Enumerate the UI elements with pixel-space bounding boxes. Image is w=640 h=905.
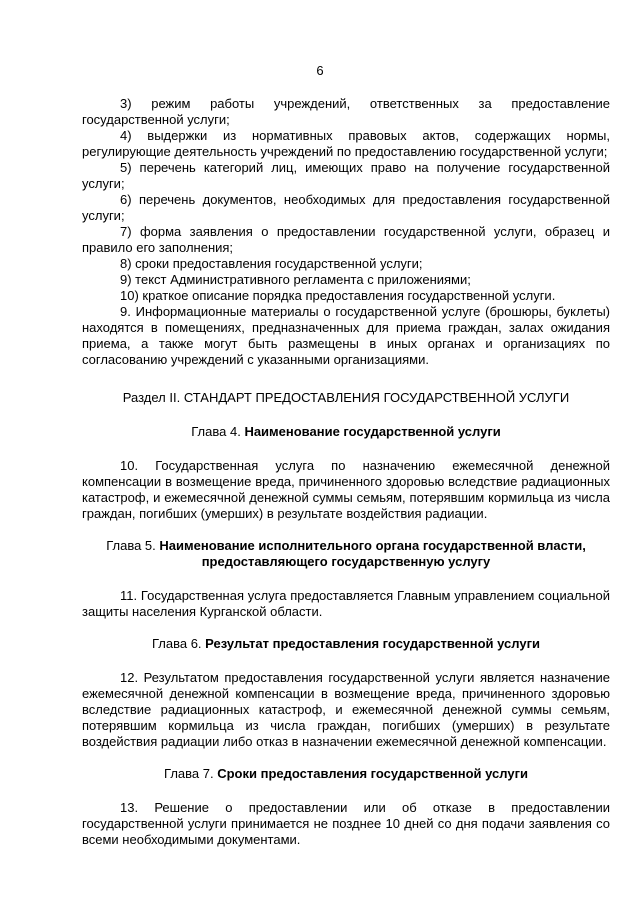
list-item: 3) режим работы учреждений, ответственных за предоставление государственной услуги;	[82, 96, 610, 127]
list-item: 10) краткое описание порядка предоставления государственной услуги.	[120, 288, 556, 303]
chapter-6-text: 12. Результатом предоставления государственной услуги является назначение ежемесячной денежной компенсации в возмещение вреда, причиненного здоровью вследствие радиационных катастроф, и ежемесячной денежной суммы семьям, потерявшим кормильца из числа граждан, погибших (умерших) в результате воздействия радиации либо отказ в назначении ежемесячной денежной компенсации.	[82, 670, 610, 749]
section-title: Раздел II. СТАНДАРТ ПРЕДОСТАВЛЕНИЯ ГОСУДАРСТВЕННОЙ УСЛУГИ	[122, 390, 570, 405]
chapter-prefix: Глава 4.	[191, 424, 241, 439]
chapter-4-heading	[82, 424, 610, 440]
chapter-5-heading	[82, 538, 610, 570]
chapter-prefix: Глава 6.	[151, 636, 202, 651]
list-item: 4) выдержки из нормативных правовых актов, содержащих нормы, регулирующие деятельность учреждений по предоставлению государственной услуги;	[82, 128, 610, 159]
chapter-5-text: 11. Государственная услуга предоставляется Главным управлением социальной защиты населения Курганской области.	[82, 588, 610, 619]
document-body	[82, 96, 610, 848]
chapter-title: Результат предоставления государственной услуги	[205, 636, 541, 651]
list-item: 6) перечень документов, необходимых для предоставления государственной услуги;	[82, 192, 610, 223]
chapter-title: Сроки предоставления государственной услуги	[217, 766, 528, 781]
chapter-prefix: Глава 7.	[164, 766, 214, 781]
chapter-title: Наименование государственной услуги	[244, 424, 501, 439]
page-number: 6	[316, 63, 324, 78]
list-item: 5) перечень категорий лиц, имеющих право на получение государственной услуги;	[82, 160, 610, 191]
chapter-title: Наименование исполнительного органа государственной власти, предоставляющего государственную услугу	[159, 538, 586, 569]
list-item: 7) форма заявления о предоставлении государственной услуги, образец и правило его заполнения;	[82, 224, 610, 255]
chapter-7-heading	[82, 766, 610, 782]
list-item: 8) сроки предоставления государственной услуги;	[120, 256, 423, 271]
chapter-6-heading	[82, 636, 610, 652]
chapter-7-text: 13. Решение о предоставлении или об отказе в предоставлении государственной услуги принимается не позднее 10 дней со дня подачи заявления со всеми необходимыми документами.	[82, 800, 610, 847]
item-9-paragraph: 9. Информационные материалы о государственной услуге (брошюры, буклеты) находятся в помещениях, предназначенных для приема граждан, залах ожидания приема, а также могут быть размещены в иных органах и организациях по согласованию учреждений с указанными организациями.	[82, 304, 610, 367]
chapter-prefix: Глава 5.	[106, 538, 156, 553]
chapter-4-text: 10. Государственная услуга по назначению ежемесячной денежной компенсации в возмещение вреда, причиненного здоровью вследствие радиационных катастроф, и ежемесячной денежной суммы семьям, потерявшим кормильца из числа граждан, погибших (умерших) в результате воздействия радиации.	[82, 458, 610, 521]
list-item: 9) текст Административного регламента с приложениями;	[120, 272, 471, 287]
